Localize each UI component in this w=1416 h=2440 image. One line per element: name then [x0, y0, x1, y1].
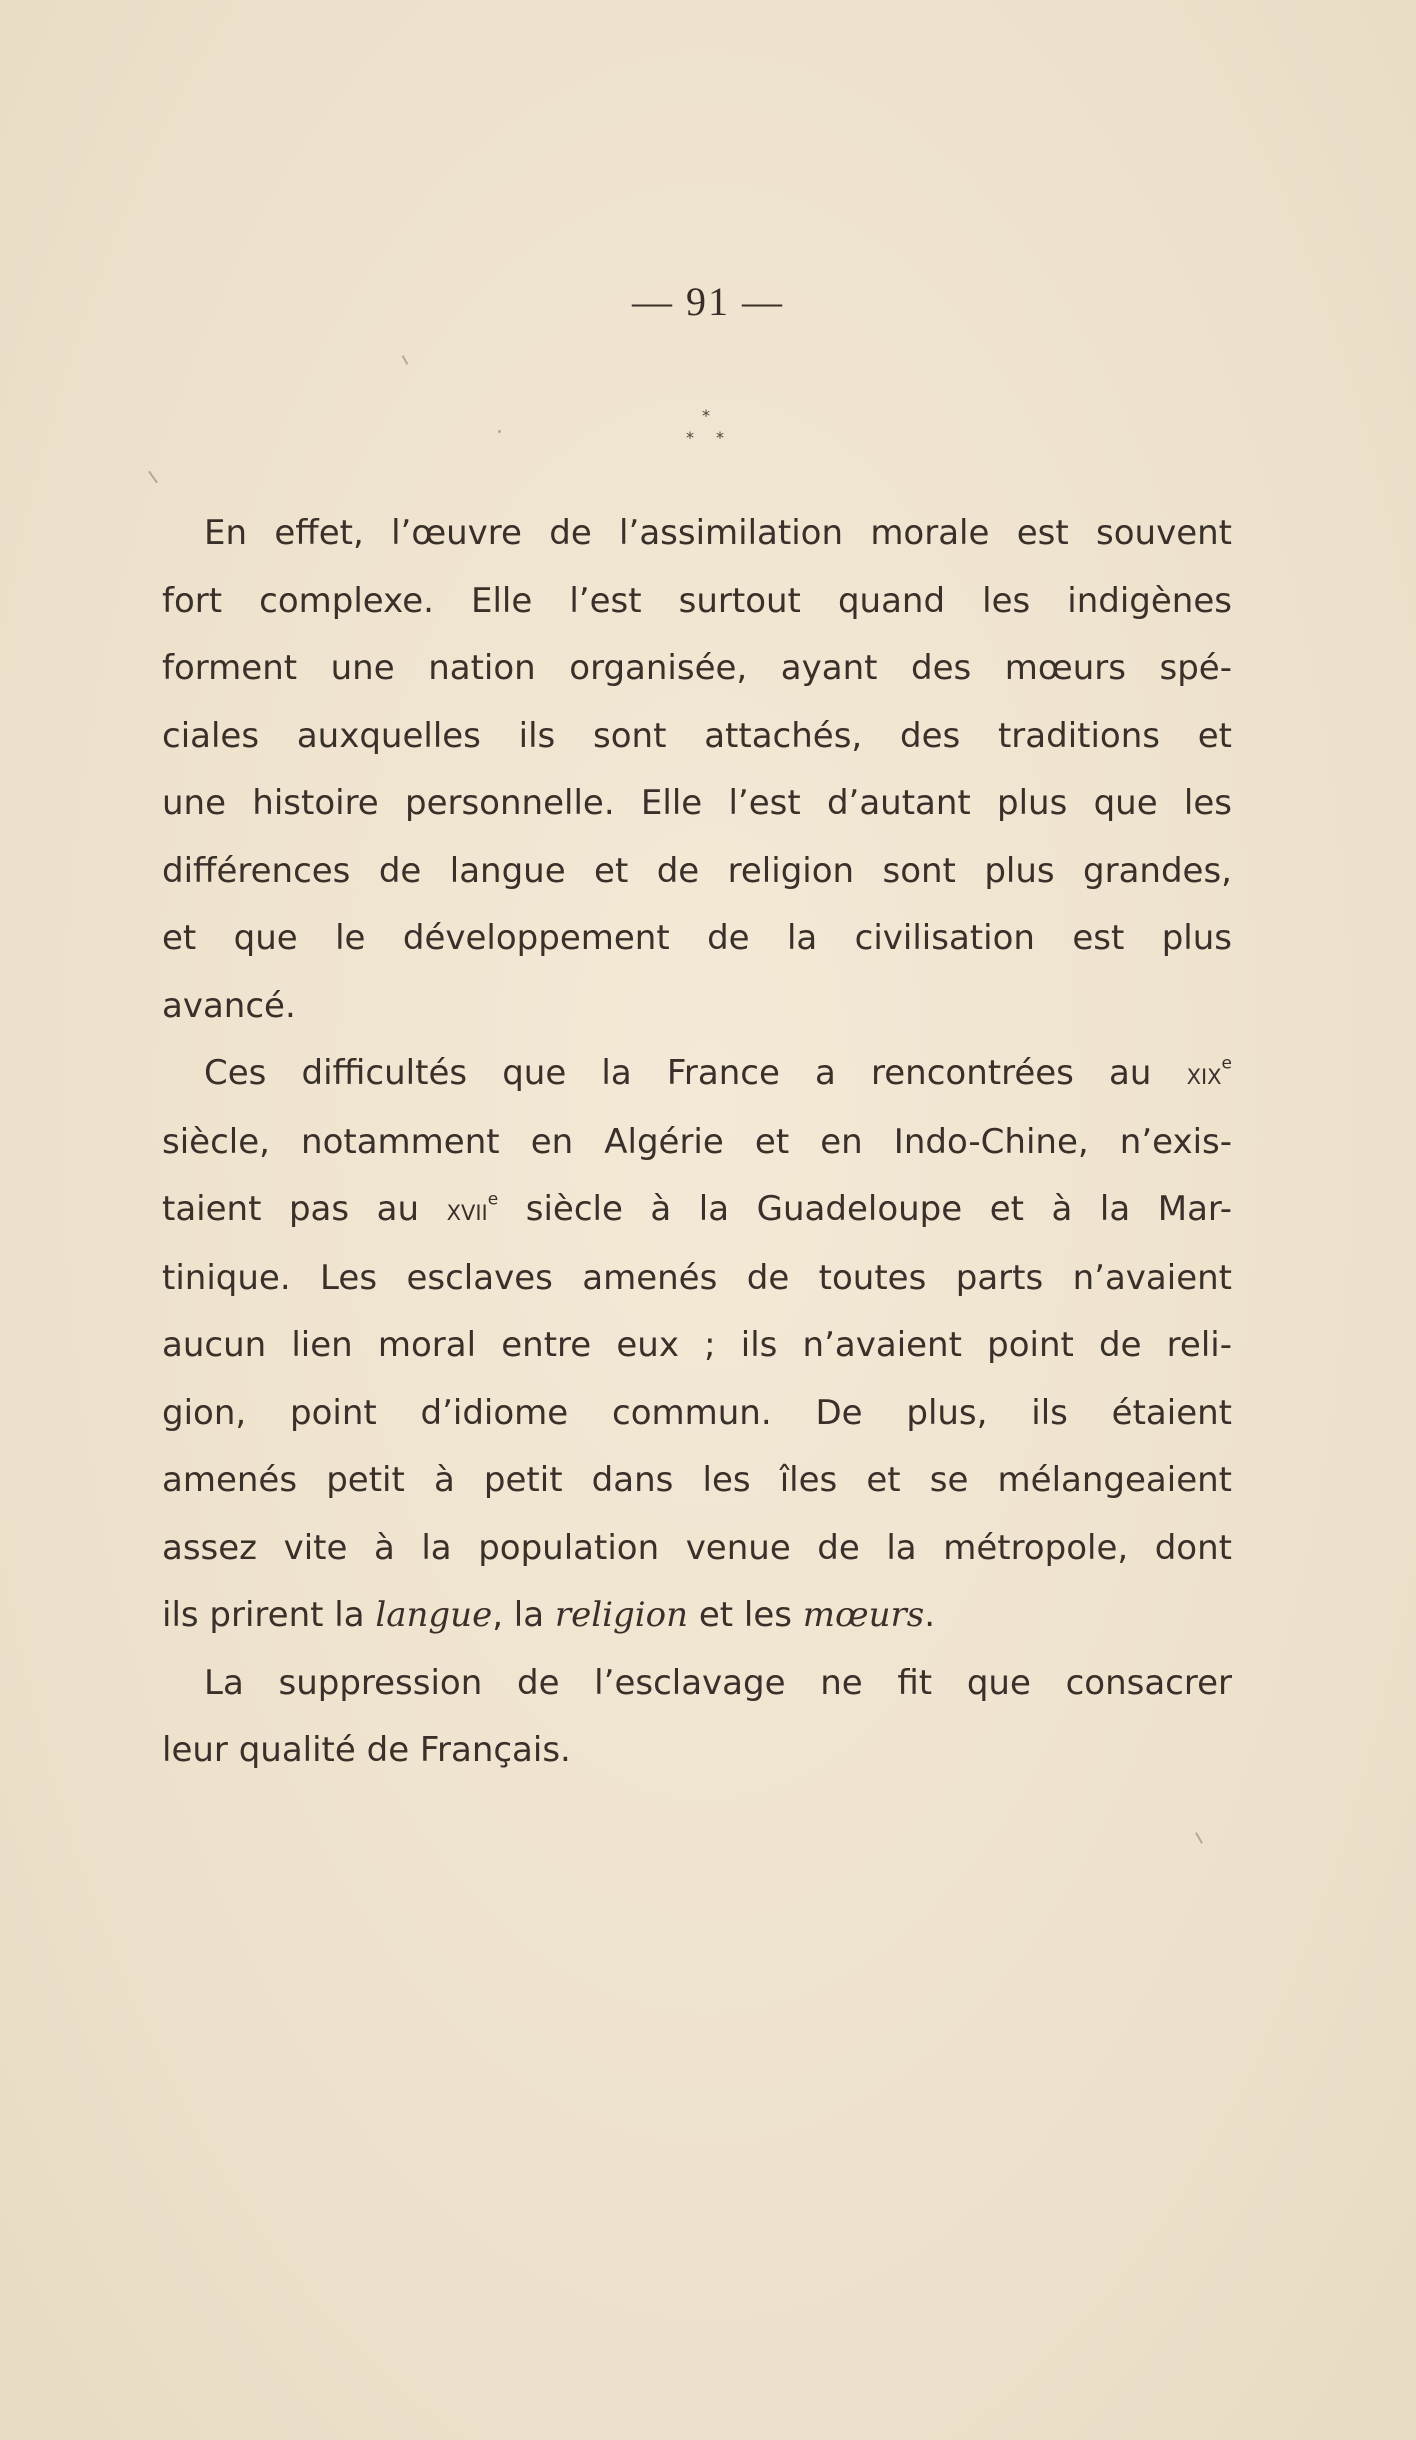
text-line [162, 1582, 1232, 1650]
text-line: La suppression de l’esclavage ne fit que consacrer [204, 1662, 1232, 1703]
text-line: amenés petit à petit dans les îles et se mélangeaient [162, 1460, 1232, 1500]
paragraph-1 [162, 500, 1232, 1040]
text-line: avancé. [162, 985, 296, 1026]
italic-term: langue [375, 1595, 493, 1635]
text-line: assez vite à la population venue de la métropole, dont [162, 1527, 1232, 1568]
text-line: siècle, notamment en Algérie et en Indo-Chine, n’exis- [162, 1121, 1232, 1162]
paper-speck [1195, 1832, 1203, 1843]
text-segment: et les [688, 1595, 803, 1635]
text-line: une histoire personnelle. Elle l’est d’autant plus que les [162, 783, 1232, 823]
paper-speck [402, 355, 409, 365]
text-line: En effet, l’œuvre de l’assimilation morale est souvent [204, 513, 1232, 553]
ordinal-superscript: e [1221, 1053, 1232, 1074]
asterism-separator [668, 408, 748, 468]
text-line [162, 1176, 1232, 1245]
asterism-star-right: * [716, 428, 724, 447]
text-line: gion, point d’idiome commun. De plus, ils étaient [162, 1392, 1232, 1433]
text-line: forment une nation organisée, ayant des mœurs spé- [162, 648, 1232, 688]
text-line: et que le développement de la civilisation est plus [162, 918, 1232, 958]
asterism-star-top: * [702, 406, 710, 425]
paper-speck [148, 471, 158, 484]
text-line: différences de langue et de religion sont plus grandes, [162, 850, 1232, 891]
text-segment: taient pas au [162, 1189, 447, 1229]
italic-term: religion [554, 1595, 689, 1635]
text-line: leur qualité de Français. [162, 1730, 571, 1770]
text-line: ciales auxquelles ils sont attachés, des traditions et [162, 715, 1232, 756]
text-segment: ils prirent la [162, 1595, 376, 1635]
ordinal-superscript: e [487, 1189, 499, 1210]
text-segment: siècle à la Guadeloupe et à la Mar- [498, 1189, 1232, 1229]
text-line: aucun lien moral entre eux ; ils n’avaient point de reli- [162, 1325, 1232, 1365]
century-numeral: xix [1186, 1057, 1222, 1092]
paper-speck [498, 430, 501, 433]
text-line [162, 1040, 1232, 1109]
body-text [162, 500, 1232, 1785]
text-segment: , la [492, 1595, 555, 1635]
text-line: tinique. Les esclaves amenés de toutes parts n’avaient [162, 1257, 1232, 1298]
page-number: — 91 — [632, 279, 784, 324]
paragraph-2 [162, 1040, 1232, 1650]
text-segment: . [924, 1595, 936, 1635]
italic-term: mœurs [802, 1595, 925, 1635]
text-segment: Ces difficultés que la France a rencontrées au [204, 1053, 1187, 1093]
century-numeral: xvii [446, 1193, 488, 1228]
text-line: fort complexe. Elle l’est surtout quand les indigènes [162, 580, 1232, 621]
paragraph-3 [162, 1650, 1232, 1785]
asterism-star-left: * [686, 428, 694, 447]
